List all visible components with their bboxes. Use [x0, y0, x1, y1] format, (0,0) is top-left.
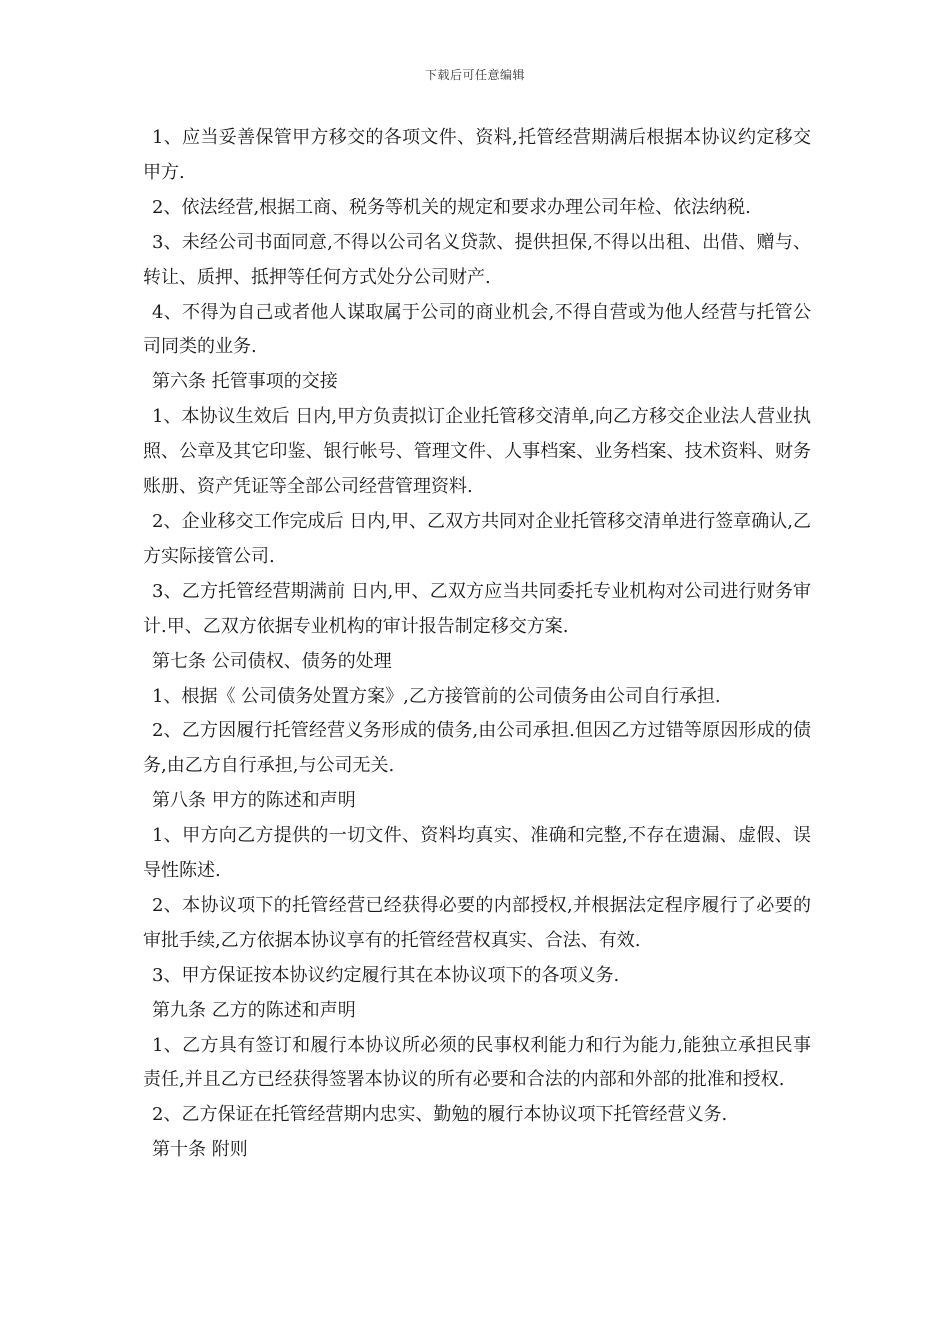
article-7-item-2: 2、乙方因履行托管经营义务形成的债务,由公司承担.但因乙方过错等原因形成的债务,由乙方自行承担,与公司无关.	[143, 720, 811, 777]
article-7-heading: 第七条 公司债权、债务的处理	[152, 650, 392, 672]
article-10-heading: 第十条 附则	[152, 1139, 248, 1161]
article-8-item-2: 2、本协议项下的托管经营已经获得必要的内部授权,并根据法定程序履行了必要的审批手续,乙方依据本协议享有的托管经营权真实、合法、有效.	[143, 894, 811, 951]
article-6-item-2: 2、企业移交工作完成后 日内,甲、乙双方共同对企业托管移交清单进行签章确认,乙方实际接管公司.	[143, 510, 811, 567]
article-9-heading: 第九条 乙方的陈述和声明	[152, 999, 356, 1021]
clause-duty-1: 1、应当妥善保管甲方移交的各项文件、资料,托管经营期满后根据本协议约定移交甲方.	[143, 127, 811, 183]
article-8-heading: 第八条 甲方的陈述和声明	[152, 790, 356, 812]
article-6-heading: 第六条 托管事项的交接	[152, 371, 338, 393]
article-9-item-2: 2、乙方保证在托管经营期内忠实、勤勉的履行本协议项下托管经营义务.	[152, 1104, 728, 1126]
clause-duty-4: 4、不得为自己或者他人谋取属于公司的商业机会,不得自营或为他人经营与托管公司同类的业务.	[143, 301, 811, 358]
clause-duty-3: 3、未经公司书面同意,不得以公司名义贷款、提供担保,不得以出租、出借、赠与、转让、质押、抵押等任何方式处分公司财产.	[143, 231, 811, 288]
article-8-item-3: 3、甲方保证按本协议约定履行其在本协议项下的各项义务.	[152, 964, 620, 986]
article-8-item-1: 1、甲方向乙方提供的一切文件、资料均真实、准确和完整,不存在遗漏、虚假、误导性陈述.	[143, 825, 811, 882]
article-6-item-3: 3、乙方托管经营期满前 日内,甲、乙双方应当共同委托专业机构对公司进行财务审计.甲、乙双方依据专业机构的审计报告制定移交方案.	[143, 580, 811, 637]
document-body	[143, 121, 811, 1168]
article-6-item-1: 1、本协议生效后 日内,甲方负责拟订企业托管移交清单,向乙方移交企业法人营业执照、公章及其它印鉴、银行帐号、管理文件、人事档案、业务档案、技术资料、财务账册、资产凭证等全部公司经营管理资料.	[143, 406, 811, 498]
page-header-note: 下载后可任意编辑	[424, 68, 525, 82]
clause-duty-2: 2、依法经营,根据工商、税务等机关的规定和要求办理公司年检、依法纳税.	[152, 196, 751, 218]
article-9-item-1: 1、乙方具有签订和履行本协议所必须的民事权利能力和行为能力,能独立承担民事责任,并且乙方已经获得签署本协议的所有必要和合法的内部和外部的批准和授权.	[143, 1034, 811, 1091]
article-7-item-1: 1、根据《 公司债务处置方案》,乙方接管前的公司债务由公司自行承担.	[152, 685, 721, 707]
